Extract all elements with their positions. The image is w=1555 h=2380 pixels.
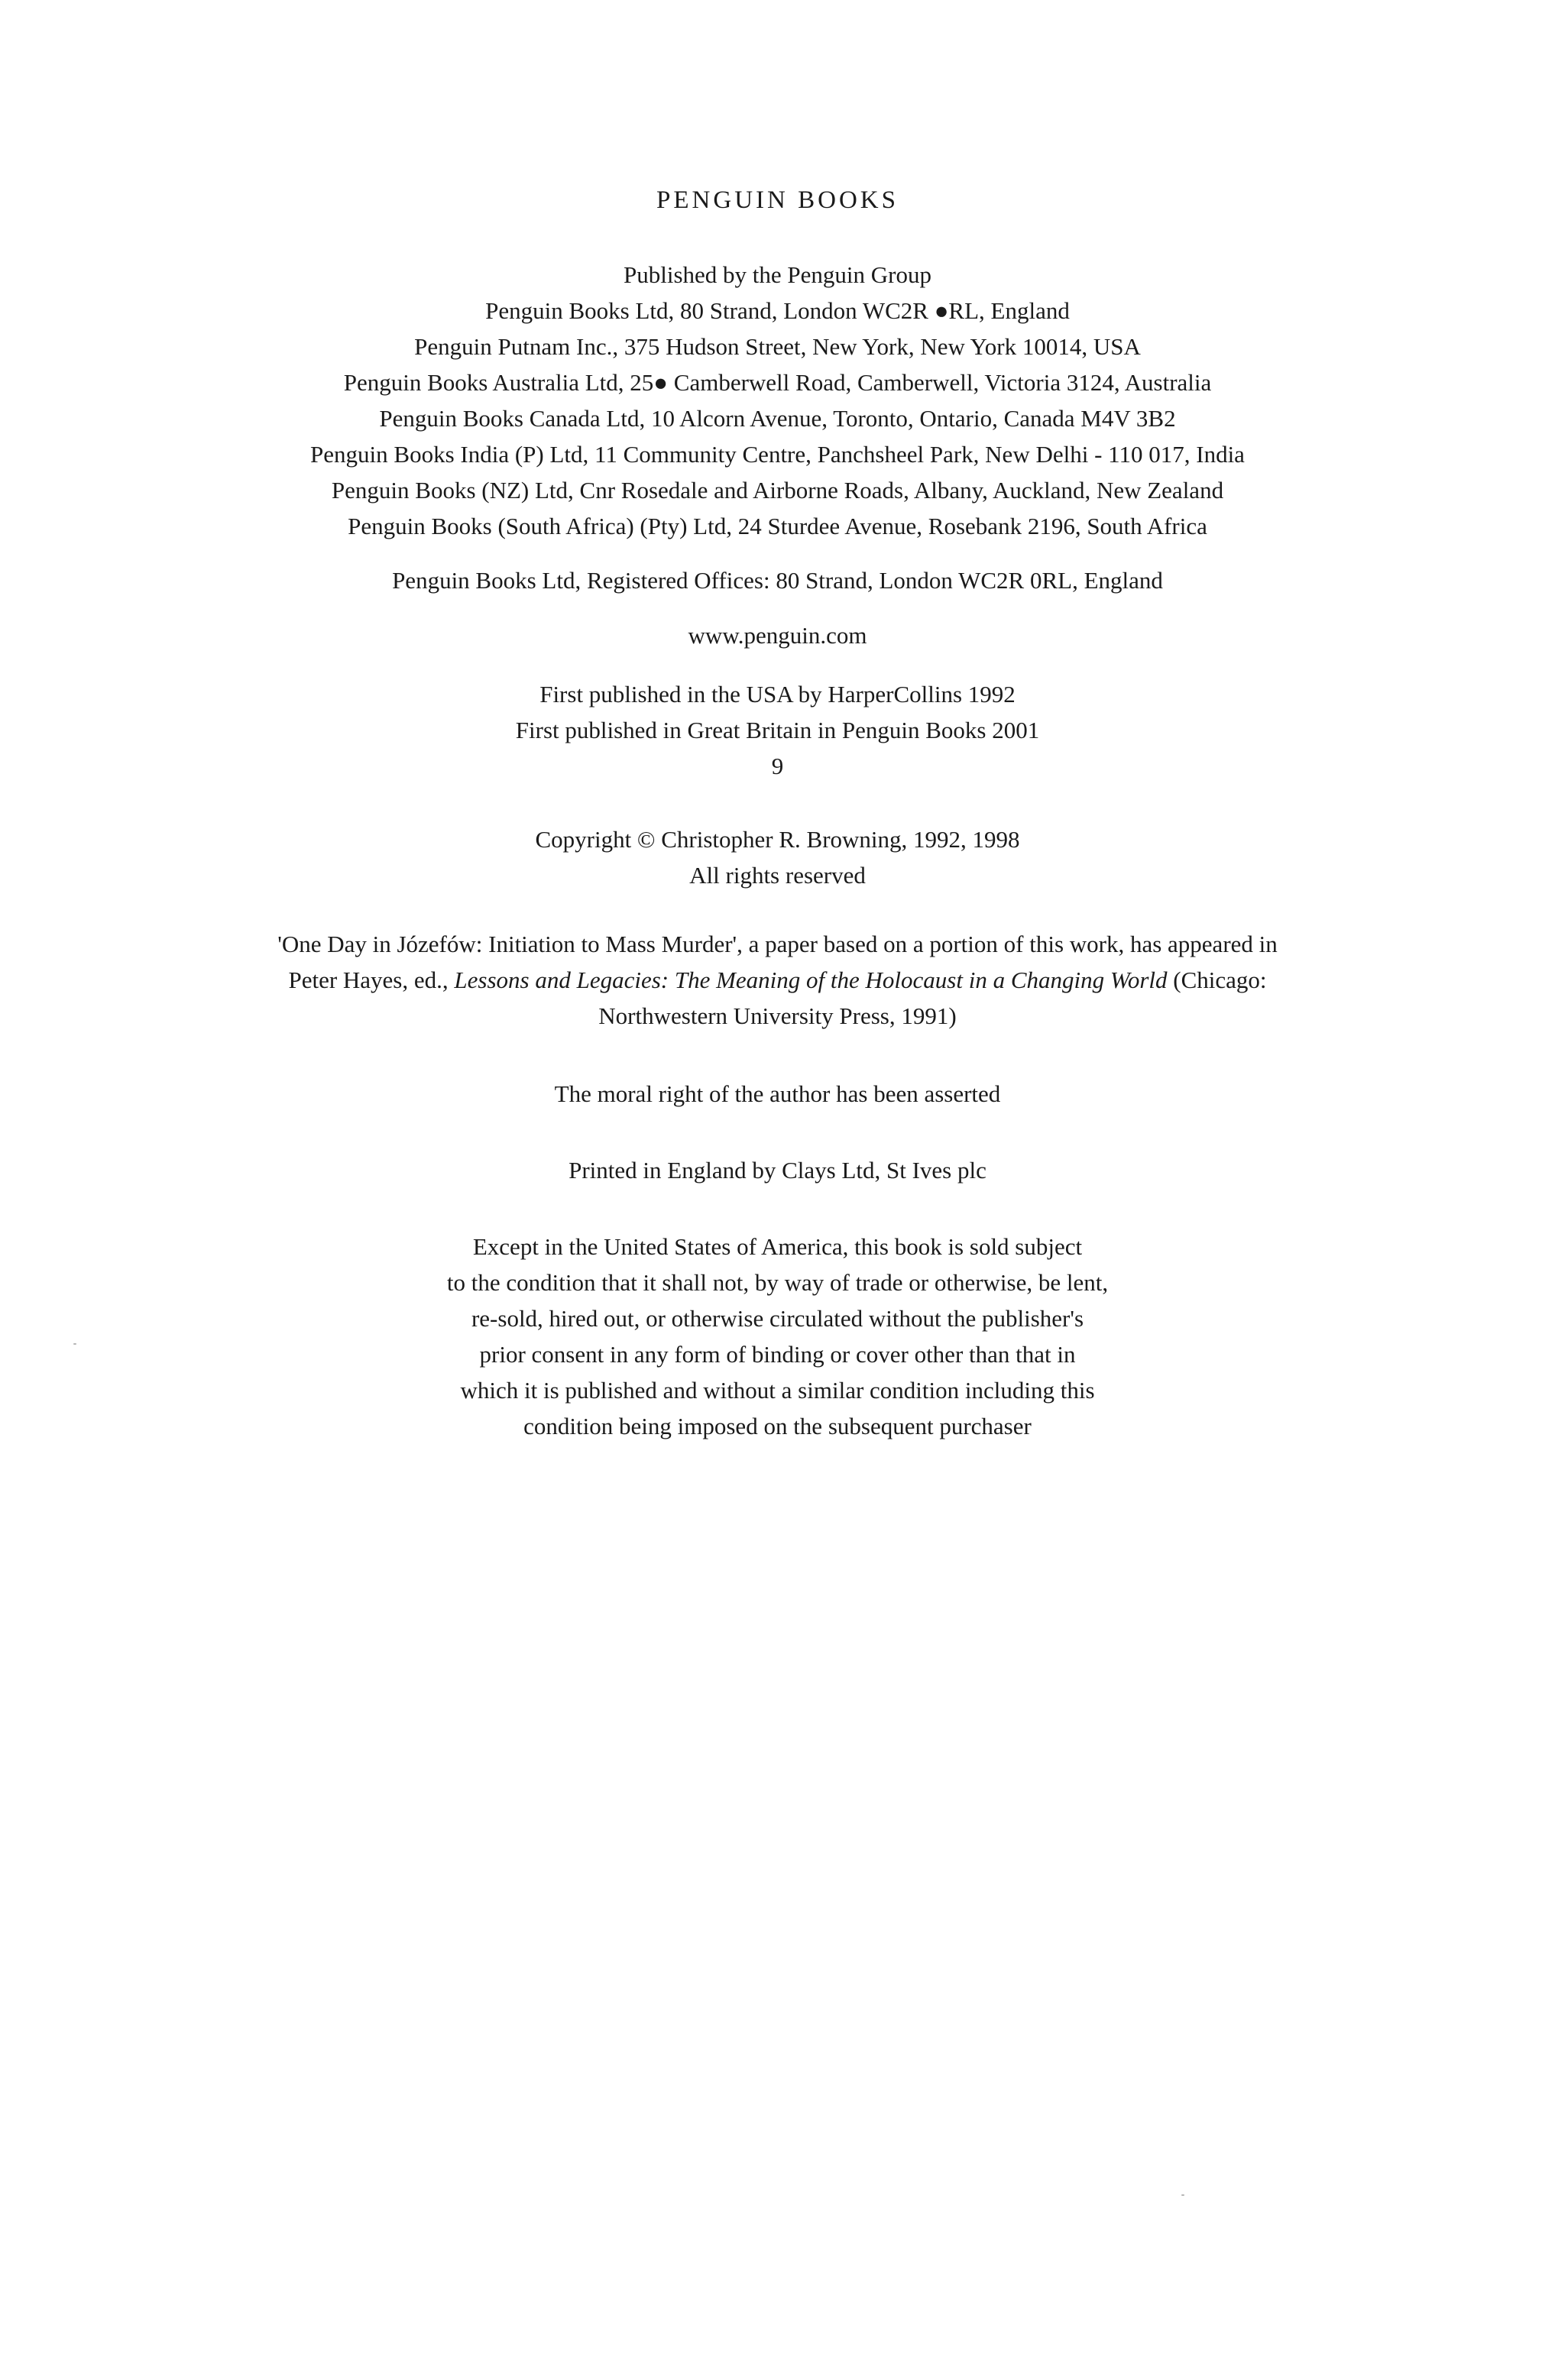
conditions-line-1: Except in the United States of America, this book is sold subject: [472, 1233, 1083, 1260]
conditions-line-5: which it is published and without a similar condition including this: [460, 1377, 1095, 1404]
printer-info: Printed in England by Clays Ltd, St Ives plc: [569, 1157, 986, 1184]
note-line-3: Northwestern University Press, 1991): [598, 1002, 957, 1029]
address-india: Penguin Books India (P) Ltd, 11 Community Centre, Panchsheel Park, New Delhi - 110 017, India: [310, 441, 1245, 468]
note-line-2-suffix: (Chicago:: [1167, 967, 1267, 993]
rights-reserved: All rights reserved: [689, 862, 866, 889]
address-usa: Penguin Putnam Inc., 375 Hudson Street, New York, New York 10014, USA: [414, 333, 1141, 360]
publication-history: [0, 676, 1555, 784]
address-new-zealand: Penguin Books (NZ) Ltd, Cnr Rosedale and Airborne Roads, Albany, Auckland, New Zealand: [331, 477, 1224, 504]
note-line-2: [0, 962, 1555, 998]
address-australia: Penguin Books Australia Ltd, 25● Camberwell Road, Camberwell, Victoria 3124, Australia: [343, 369, 1212, 396]
publisher-group-line: Published by the Penguin Group: [624, 261, 931, 288]
moral-right: The moral right of the author has been asserted: [554, 1080, 1001, 1107]
note-book-title: Lessons and Legacies: The Meaning of the Holocaust in a Changing World: [454, 967, 1168, 993]
copyright-notice: Copyright © Christopher R. Browning, 1992, 1998: [535, 826, 1020, 853]
copyright-block: [0, 821, 1555, 893]
website-block: [0, 617, 1555, 653]
publisher-addresses: [0, 257, 1555, 544]
address-south-africa: Penguin Books (South Africa) (Pty) Ltd, 24 Sturdee Avenue, Rosebank 2196, South Africa: [348, 513, 1207, 539]
registered-offices-block: [0, 562, 1555, 598]
printer-block: [0, 1152, 1555, 1188]
prior-publication-note: [0, 926, 1555, 1034]
imprint-title: PENGUIN BOOKS: [656, 186, 899, 214]
conditions-line-4: prior consent in any form of binding or cover other than that in: [479, 1341, 1076, 1368]
first-published-uk: First published in Great Britain in Penguin Books 2001: [515, 717, 1040, 743]
printing-number: 9: [771, 753, 784, 779]
registered-offices: Penguin Books Ltd, Registered Offices: 80 Strand, London WC2R 0RL, England: [392, 567, 1163, 594]
address-uk: Penguin Books Ltd, 80 Strand, London WC2R ●RL, England: [485, 297, 1070, 324]
conditions-line-6: condition being imposed on the subsequent purchaser: [523, 1413, 1032, 1439]
note-line-1: 'One Day in Józefów: Initiation to Mass Murder', a paper based on a portion of this work, has appeared in: [277, 931, 1278, 957]
conditions-line-3: re-sold, hired out, or otherwise circulated without the publisher's: [471, 1305, 1084, 1332]
sale-conditions: [0, 1229, 1555, 1444]
first-published-usa: First published in the USA by HarperCollins 1992: [539, 681, 1016, 708]
imprint-title-block: [0, 182, 1555, 219]
website-url: www.penguin.com: [688, 622, 867, 649]
note-line-2-prefix: Peter Hayes, ed.,: [288, 967, 455, 993]
moral-right-block: [0, 1076, 1555, 1112]
address-canada: Penguin Books Canada Ltd, 10 Alcorn Avenue, Toronto, Ontario, Canada M4V 3B2: [379, 405, 1176, 432]
conditions-line-2: to the condition that it shall not, by way of trade or otherwise, be lent,: [446, 1269, 1109, 1296]
scan-speck: [73, 1343, 76, 1345]
scan-speck: [1181, 2194, 1184, 2196]
